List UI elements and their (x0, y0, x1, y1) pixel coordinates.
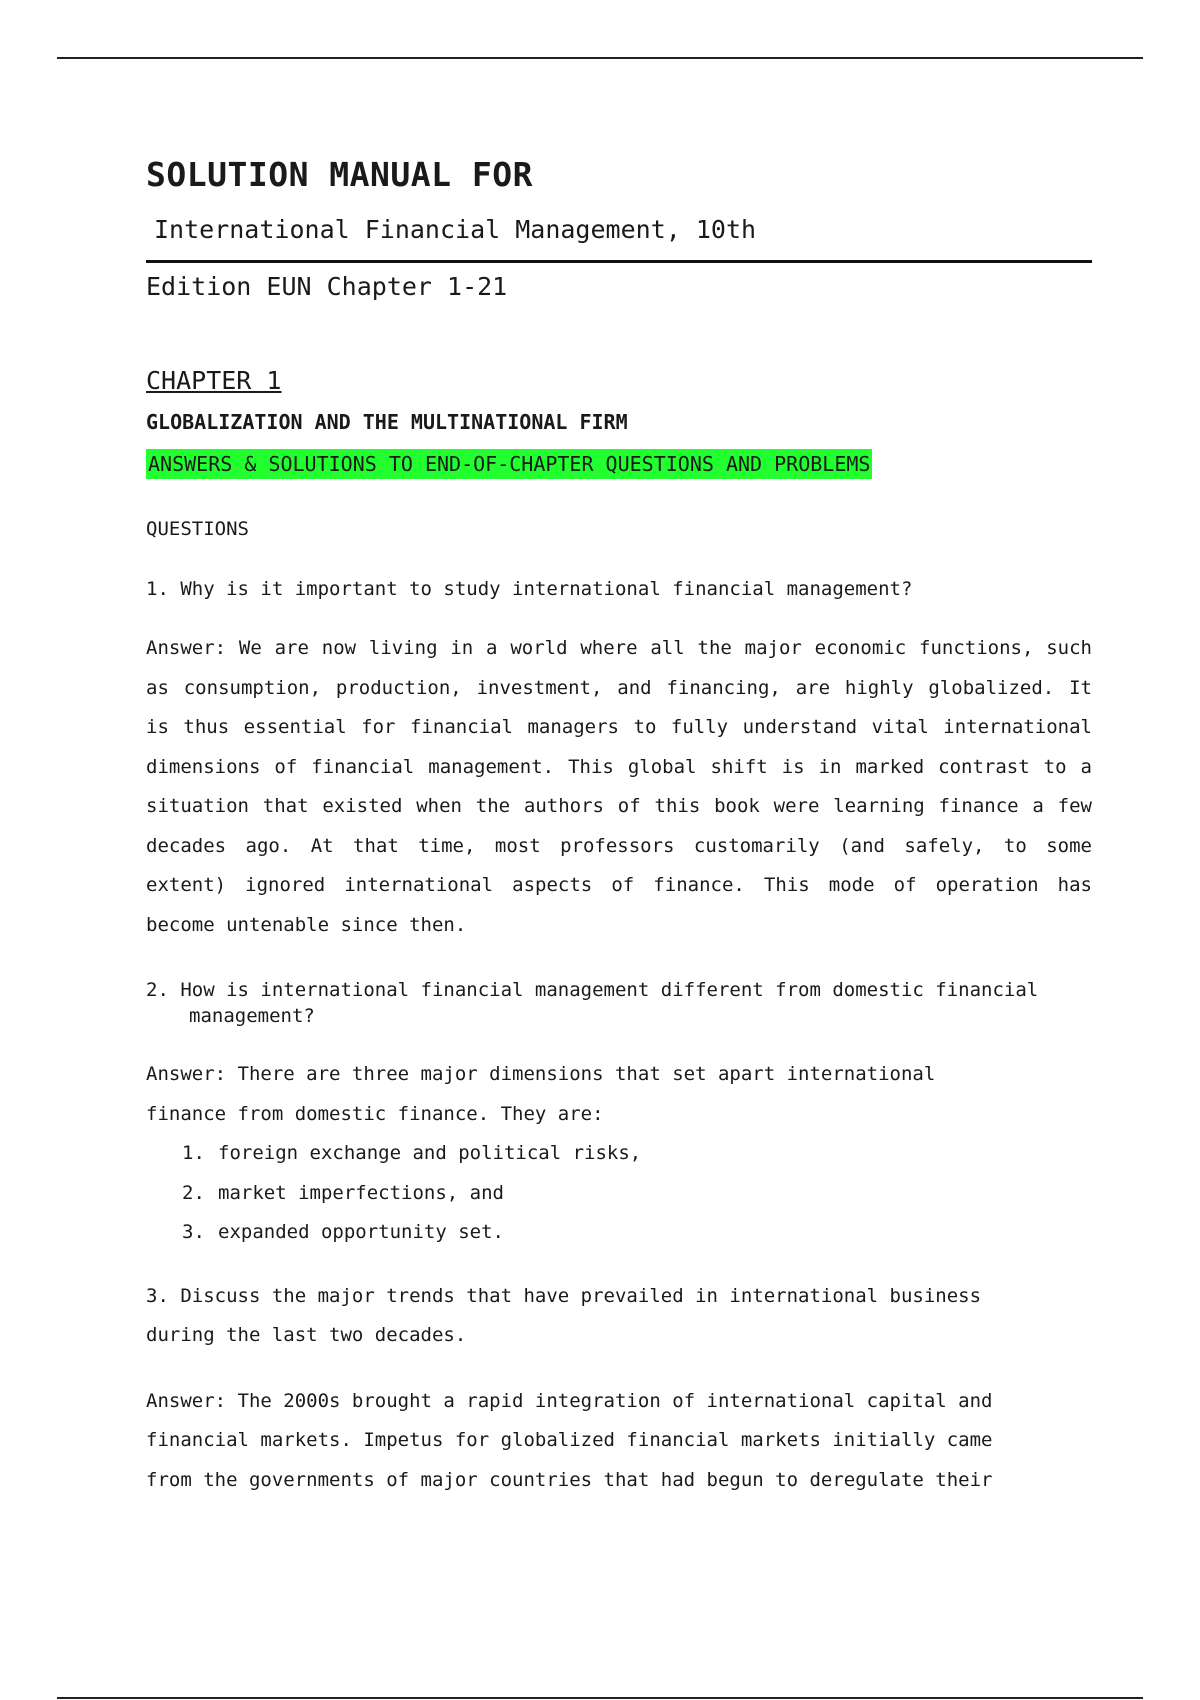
document-subtitle: International Financial Management, 10th (154, 215, 757, 244)
section-label: QUESTIONS (146, 518, 249, 540)
list-item: 3. expanded opportunity set. (182, 1221, 504, 1243)
list-item: 1. foreign exchange and political risks, (182, 1142, 642, 1164)
title-rule (146, 260, 1092, 263)
answer-2: Answer: There are three major dimensions that set apart international finance from domestic finance. They are: (146, 1063, 936, 1125)
document-edition: Edition EUN Chapter 1-21 (146, 272, 508, 301)
question-2: 2. How is international financial management different from domestic financial management? (146, 979, 1039, 1027)
question-1: 1. Why is it important to study international financial management? (146, 578, 913, 600)
question-3: 3. Discuss the major trends that have prevailed in international business during the last two decades. (146, 1284, 982, 1346)
list-item: 2. market imperfections, and (182, 1181, 504, 1204)
highlighted-banner: ANSWERS & SOLUTIONS TO END-OF-CHAPTER QUESTIONS AND PROBLEMS (146, 449, 872, 479)
chapter-title: GLOBALIZATION AND THE MULTINATIONAL FIRM (146, 410, 628, 434)
document-body (146, 150, 1106, 1500)
answer-2-list (146, 1134, 1106, 1253)
chapter-label: CHAPTER 1 (146, 366, 282, 395)
top-rule (57, 57, 1143, 59)
answer-1: Answer: We are now living in a world where all the major economic functions, such as consumption, production, investment, and financing, are highly globalized. It is thus essential for financial managers to fully understand vital international dimensions of financial management. This global shift is in marked contrast to a situation that existed when the authors of this book were learning finance a few decades ago. At that time, most professors customarily (and safely, to some extent) ignored international aspects of finance. This mode of operation has become untenable since then. (146, 637, 1092, 936)
bottom-rule (57, 1697, 1143, 1699)
answer-3: Answer: The 2000s brought a rapid integration of international capital and financial markets. Impetus for globalized financial markets initially came from the governments of major countries that had begun to deregulate their (146, 1389, 993, 1491)
document-title: SOLUTION MANUAL FOR (146, 155, 533, 194)
